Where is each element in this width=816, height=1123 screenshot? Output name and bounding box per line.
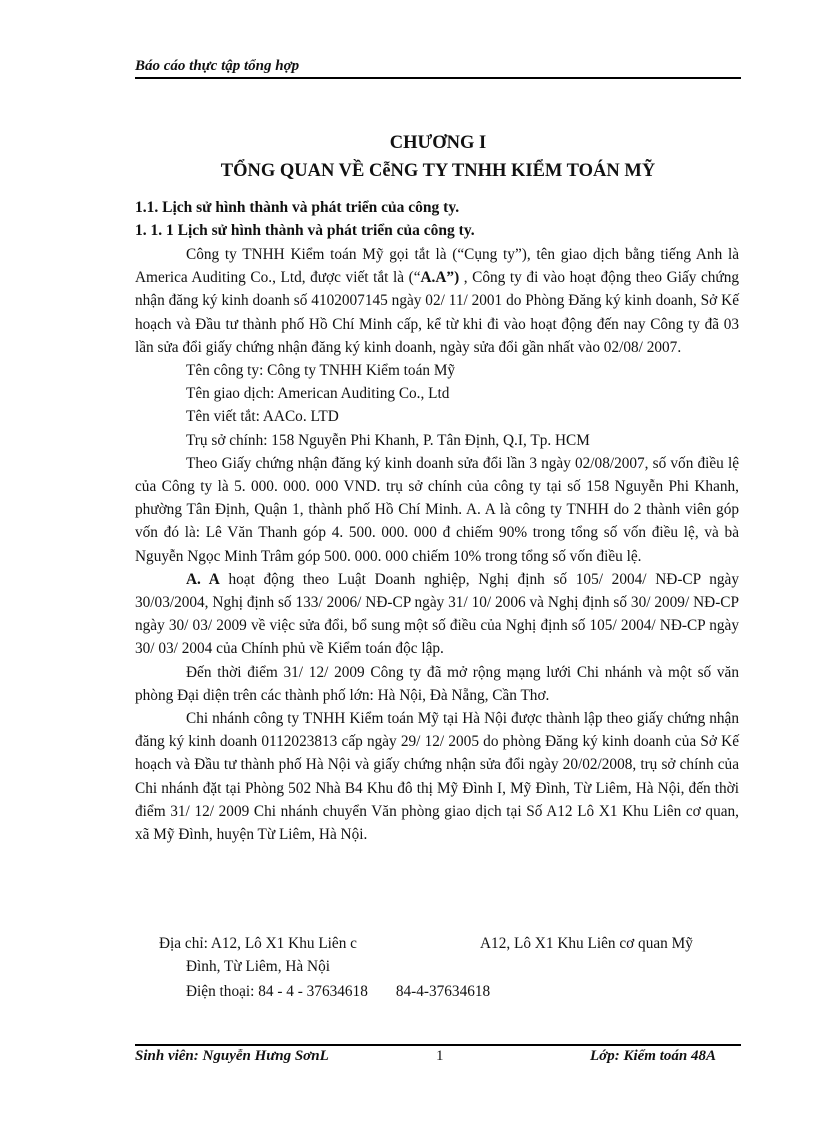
body-content: [135, 243, 739, 846]
paragraph-company-intro: Công ty TNHH Kiểm toán Mỹ gọi tắt là (“Cụng ty”), tên giao dịch bằng tiếng Anh là America Auditing Co., Ltd, được viết tắt là (“A.A”) , Công ty đi vào hoạt động theo Giấy chứng nhận đăng ký kinh doanh số 4102007145 ngày 02/ 11/ 2001 do Phòng Đăng ký kinh doanh, Sở Kế hoạch và Đầu tư thành phố Hồ Chí Minh cấp, kể từ khi đi vào hoạt động đến nay Công ty đã 03 lần sửa đổi giấy chứng nhận đăng ký kinh doanh, ngày sửa đổi gần nhất vào 02/08/ 2007.: [135, 246, 739, 356]
address-value: A12, Lô X1 Khu Liên cơ quan Mỹ: [480, 935, 693, 952]
chapter-number: CHƯƠNG I: [389, 133, 487, 153]
header-title: Báo cáo thực tập tổng hợp: [135, 58, 300, 74]
phone-line: [135, 980, 739, 1003]
chapter-title: TỔNG QUAN VỀ CễNG TY TNHH KIỂM TOÁN MỸ: [220, 161, 656, 181]
phone-value: 84-4-37634618: [395, 983, 491, 1001]
footer-student: Sinh viên: Nguyễn Hưng SơnL: [135, 1048, 329, 1064]
paragraph-capital: Theo Giấy chứng nhận đăng ký kinh doanh sửa đổi lần 3 ngày 02/08/2007, số vốn điều lệ của Công ty là 5. 000. 000. 000 VND. trụ sở chính của công ty tại số 158 Nguyễn Phi Khanh, phường Tân Định, Quận 1, thành phố Hồ Chí Minh. A. A là công ty TNHH do 2 thành viên góp vốn đó là: Lê Văn Thanh góp 4. 500. 000. 000 đ chiếm 90% trong tổng số vốn điều lệ, và bà Nguyễn Ngọc Minh Trâm góp 500. 000. 000 chiếm 10% trong tổng số vốn điều lệ.: [135, 454, 739, 565]
company-name: Tên công ty: Công ty TNHH Kiểm toán Mỹ: [186, 362, 456, 380]
page-number: 1: [436, 1048, 444, 1064]
address-continuation: Đình, Từ Liêm, Hà Nội: [186, 958, 330, 975]
trade-name: Tên giao dịch: American Auditing Co., Ltd: [186, 385, 450, 403]
branch-address: [135, 932, 739, 1003]
address-label: Địa chỉ: A12, Lô X1 Khu Liên c: [159, 935, 357, 952]
section-heading-1-1: 1.1. Lịch sử hình thành và phát triển của công ty.: [135, 199, 460, 216]
footer-divider: [135, 1044, 741, 1046]
abbreviation: Tên viết tắt: AACo. LTD: [186, 408, 339, 426]
paragraph-legal-basis: A. A hoạt động theo Luật Doanh nghiệp, Nghị định số 105/ 2004/ NĐ-CP ngày 30/03/2004, Nghị định số 133/ 2006/ NĐ-CP ngày 31/ 10/ 2006 và Nghị định số 30/ 2009/ NĐ-CP ngày 30/ 03/ 2009 về việc sửa đổi, bổ sung một số điều của Nghị định số 105/ 2004/ NĐ-CP ngày 30/ 03/ 2004 của Chính phủ về Kiểm toán độc lập.: [135, 570, 739, 658]
footer-class: Lớp: Kiểm toán 48A: [590, 1048, 716, 1064]
paragraph-hanoi-branch: Chi nhánh công ty TNHH Kiểm toán Mỹ tại Hà Nội được thành lập theo giấy chứng nhận đăng ký kinh doanh 0112023813 cấp ngày 29/ 12/ 2005 do phòng Đăng ký kinh doanh của Sở Kế hoạch và Đầu tư thành phố Hà Nội và giấy chứng nhận sửa đổi ngày 20/02/2008, trụ sở chính của Chi nhánh đặt tại Phòng 502 Nhà B4 Khu đô thị Mỹ Đình I, Mỹ Đình, Từ Liêm, Hà Nội, đến thời điểm 31/ 12/ 2009 Chi nhánh chuyển Văn phòng giao dịch tại Số A12 Lô X1 Khu Liên cơ quan, xã Mỹ Đình, huyện Từ Liêm, Hà Nội.: [135, 710, 739, 844]
head-office: Trụ sở chính: 158 Nguyễn Phi Khanh, P. Tân Định, Q.I, Tp. HCM: [186, 431, 590, 449]
paragraph-network: Đến thời điểm 31/ 12/ 2009 Công ty đã mở rộng mạng lưới Chi nhánh và một số văn phòng Đại diện trên các thành phố lớn: Hà Nội, Đà Nẵng, Cần Thơ.: [135, 663, 739, 704]
section-heading-1-1-1: 1. 1. 1 Lịch sử hình thành và phát triển của công ty.: [135, 222, 475, 239]
header-divider: [135, 77, 741, 79]
phone-label: Điện thoại: 84 - 4 - 37634618: [186, 983, 368, 1001]
